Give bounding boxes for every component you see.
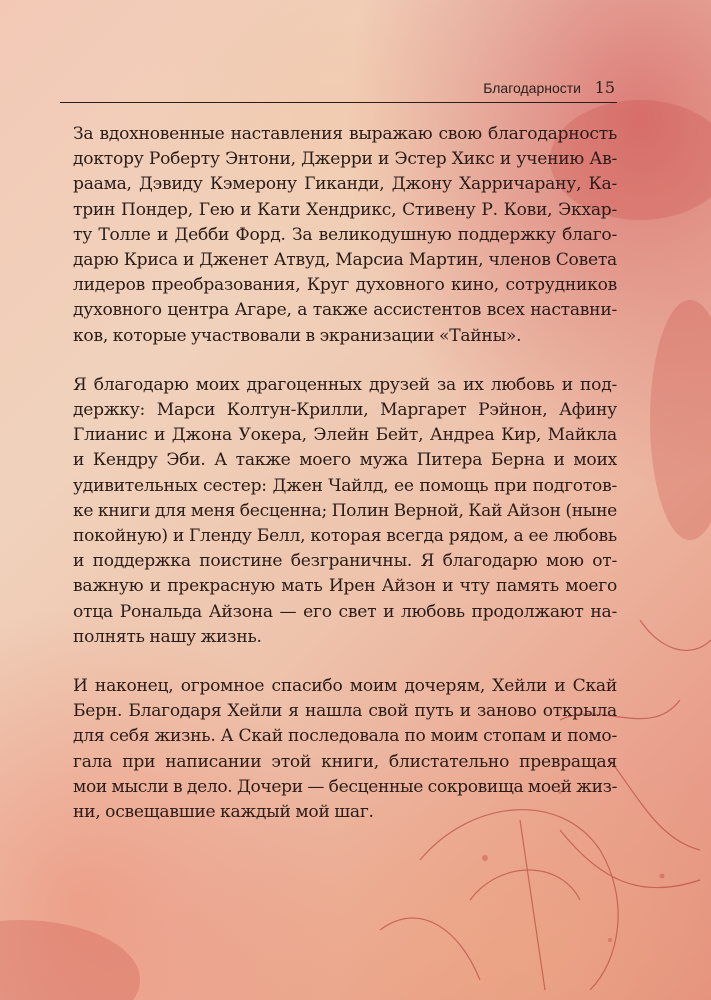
text-line: удивительных сестер: Джен Чайлд, ее помощь при подготов- [73,475,617,496]
paragraph-mentors [73,122,617,349]
text-line: трин Пондер, Гею и Кати Хендрикс, Стивену Р. Кови, Экхар- [73,199,617,220]
running-title: Благодарности [483,80,581,96]
paragraph-friends [73,373,617,650]
text-line: отца Рональда Айзона — его свет и любовь продолжают на- [73,601,617,622]
running-header [60,80,617,103]
text-line: мои мысли в дело. Дочери — бесценные сокровища моей жиз- [73,776,617,797]
paragraph-daughters [73,674,617,825]
text-line: ке книги для меня бесценна; Полин Верной, Кай Айзон (ныне [73,500,617,521]
text-line: Глианис и Джона Уокера, Элейн Бейт, Андреа Кир, Майкла [73,425,617,446]
text-line: лидеров преобразования, Круг духовного кино, сотрудников [73,275,617,296]
text-line: важную и прекрасную мать Ирен Айзон и чту память моего [73,576,617,597]
text-line: ту Толле и Дебби Форд. За великодушную поддержку благо- [73,224,617,245]
text-line: покойную) и Гленду Белл, которая всегда рядом, а ее любовь [73,526,617,547]
text-line: Берн. Благодаря Хейли я нашла свой путь и заново открыла [73,701,617,722]
text-line: для себя жизнь. А Скай последовала по моим стопам и помо- [73,726,617,747]
text-line: раама, Дэвиду Кэмерону Гиканди, Джону Харричарану, Ка- [73,174,617,195]
text-line: доктору Роберту Энтони, Джерри и Эстер Хикс и учению Ав- [73,149,617,170]
text-line: дарю Криса и Дженет Атвуд, Марсиа Мартин, членов Совета [73,250,617,271]
text-line: держку: Марси Колтун-Крилли, Маргарет Рэйнон, Афину [73,400,617,421]
body-text [73,122,617,849]
text-line: Я благодарю моих драгоценных друзей за их любовь и под- [73,374,617,395]
text-line: духовного центра Агаре, а также ассистентов всех наставни- [73,300,617,321]
page-number: 15 [594,78,615,97]
text-line: полнять нашу жизнь. [73,626,262,647]
text-line: и Кендру Эби. А также моего мужа Питера Берна и моих [73,450,617,471]
text-line: ни, освещавшие каждый мой шаг. [73,802,374,823]
text-line: ков, которые участвовали в экранизации «Тайны». [73,325,522,346]
text-line: гала при написании этой книги, блистательно превращая [73,751,617,772]
text-line: И наконец, огромное спасибо моим дочерям, Хейли и Скай [73,676,617,697]
text-line: За вдохновенные наставления выражаю свою благодарность [73,124,617,144]
text-line: и поддержка поистине безграничны. Я благодарю мою от- [73,551,617,572]
